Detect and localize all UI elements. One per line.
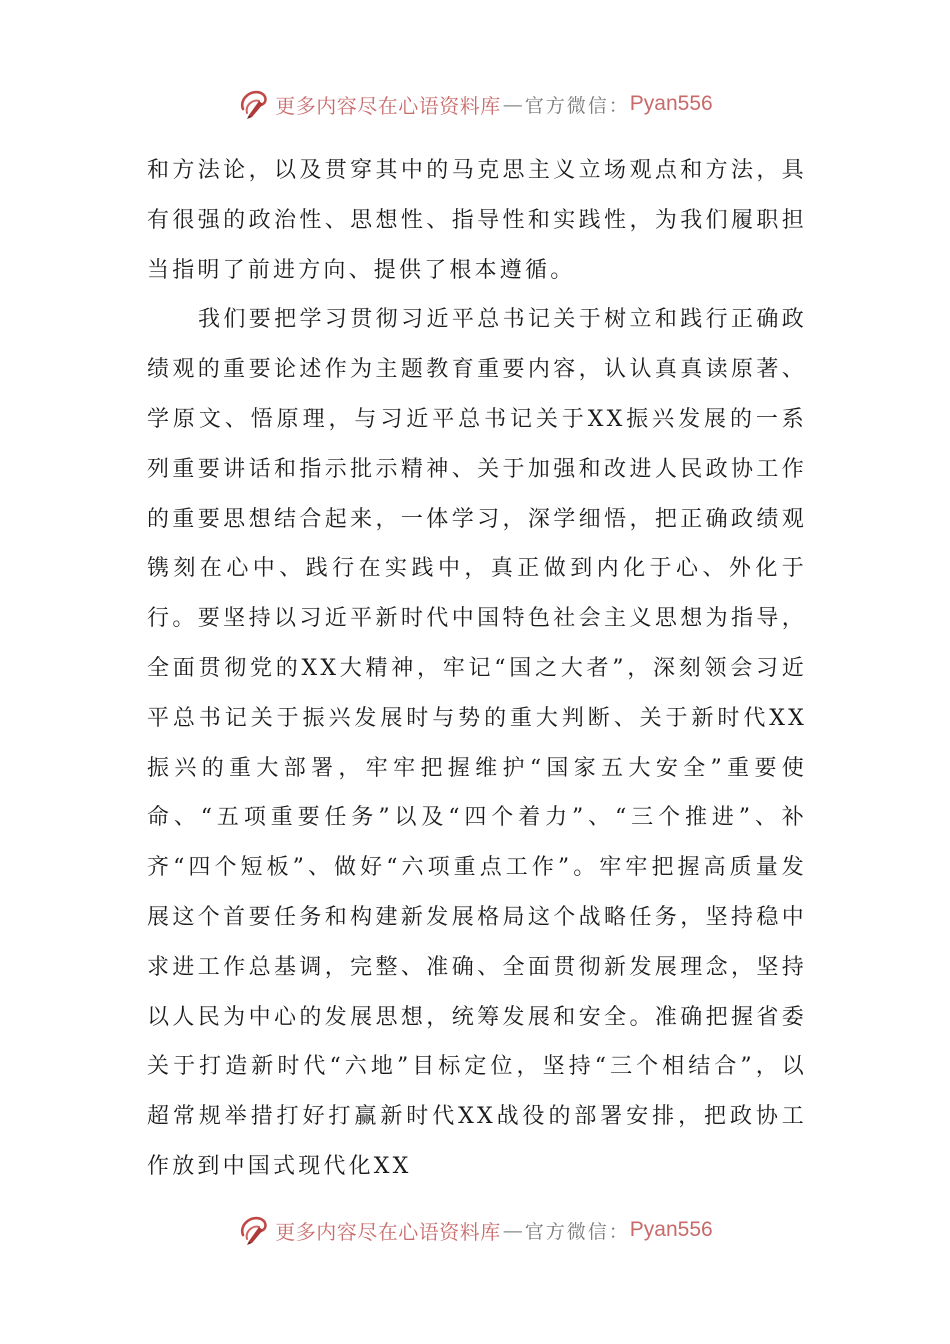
banner-title: 更多内容尽在心语资料库 (275, 93, 501, 118)
banner-title: 更多内容尽在心语资料库 (275, 1219, 501, 1244)
banner-separator: — (502, 1218, 523, 1242)
paragraph-continuation: 和方法论，以及贯穿其中的马克思主义立场观点和方法，具有很强的政治性、思想性、指导性和实践性，为我们履职担当指明了前进方向、提供了根本遵循。 (147, 158, 807, 283)
pen-nib-swirl-icon (237, 87, 271, 121)
wechat-label: 官方微信： (524, 1220, 630, 1243)
header-banner (0, 84, 950, 124)
footer-banner (0, 1210, 950, 1250)
paragraph-main: 我们要把学习贯彻习近平总书记关于树立和践行正确政绩观的重要论述作为主题教育重要内容，认认真真读原著、学原文、悟原理，与习近平总书记关于XX振兴发展的一系列重要讲话和指示批示精神、关于加强和改进人民政协工作的重要思想结合起来，一体学习，深学细悟，把正确政绩观镌刻在心中、践行在实践中，真正做到内化于心、外化于行。要坚持以习近平新时代中国特色社会主义思想为指导，全面贯彻党的XX大精神，牢记“国之大者”，深刻领会习近平总书记关于振兴发展时与势的重大判断、关于新时代XX振兴的重大部署，牢牢把握维护“国家五大安全”重要使命、“五项重要任务”以及“四个着力”、“三个推进”、补齐“四个短板”、做好“六项重点工作”。牢牢把握高质量发展这个首要任务和构建新发展格局这个战略任务，坚持稳中求进工作总基调，完整、准确、全面贯彻新发展理念，坚持以人民为中心的发展思想，统筹发展和安全。准确把握省委关于打造新时代“六地”目标定位，坚持“三个相结合”，以超常规举措打好打赢新时代XX战役的部署安排，把政协工作放到中国式现代化XX (147, 307, 807, 1179)
banner-separator: — (502, 92, 523, 116)
document-body (147, 146, 807, 1192)
pen-nib-swirl-icon (237, 1213, 271, 1247)
wechat-id: Pyan556 (629, 92, 713, 115)
wechat-id: Pyan556 (629, 1218, 713, 1241)
wechat-label: 官方微信： (524, 94, 630, 117)
